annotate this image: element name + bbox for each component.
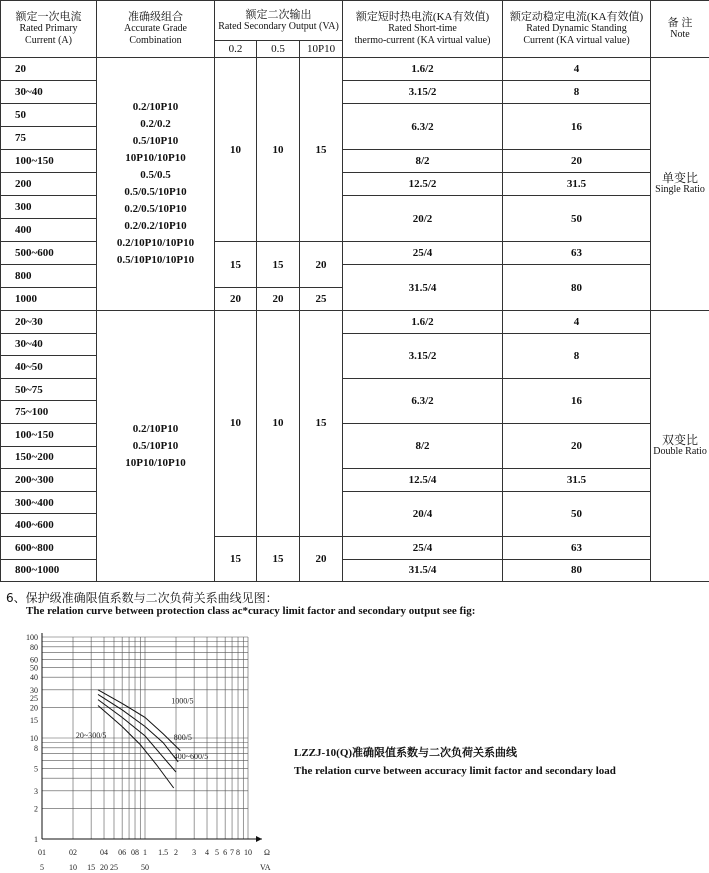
series-label: 20~300/5	[75, 731, 107, 740]
dynamic-cell: 4	[503, 58, 651, 81]
output-cell: 10	[257, 311, 300, 537]
primary-current-cell: 1000	[1, 288, 97, 311]
output-cell: 15	[215, 536, 257, 581]
x-tick-label-ohm: 1.5	[158, 848, 169, 857]
thermal-cell: 20/2	[343, 196, 503, 242]
x-tick-label-ohm: 08	[131, 848, 140, 857]
y-tick-label: 1	[34, 835, 38, 844]
y-tick-label: 100	[26, 633, 38, 642]
output-cell: 20	[300, 242, 343, 288]
x-tick-label-ohm: 2	[174, 848, 179, 857]
dynamic-cell: 50	[503, 196, 651, 242]
primary-current-cell: 200~300	[1, 469, 97, 492]
x-axis-arrow	[256, 836, 262, 842]
grade-combo: 10P10/10P10	[125, 456, 186, 469]
x-tick-label-ohm: 4	[205, 848, 210, 857]
output-cell: 20	[257, 288, 300, 311]
primary-current-cell: 50~75	[1, 378, 97, 401]
x-tick-label-ohm: 6	[223, 848, 228, 857]
output-cell: 20	[215, 288, 257, 311]
dynamic-cell: 16	[503, 104, 651, 150]
grade-combo: 0.2/0.5/10P10	[124, 203, 187, 215]
chart-caption-en: The relation curve between accuracy limit factor and secondary load	[294, 765, 616, 777]
thermal-cell: 31.5/4	[343, 265, 503, 311]
x-tick-label-va: 10	[69, 863, 78, 872]
primary-current-cell: 50	[1, 104, 97, 127]
output-cell: 15	[257, 242, 300, 288]
dynamic-cell: 80	[503, 265, 651, 311]
dynamic-cell: 31.5	[503, 173, 651, 196]
header-note: 备 注 Note	[651, 1, 709, 58]
accuracy-limit-chart	[0, 625, 290, 873]
x-tick-label-ohm: 04	[100, 848, 109, 857]
primary-current-cell: 30~40	[1, 81, 97, 104]
x-unit-ohm: Ω	[264, 848, 270, 857]
x-tick-label-va: 5	[40, 863, 44, 872]
thermal-cell: 25/4	[343, 242, 503, 265]
x-unit-va: VA	[260, 863, 271, 872]
grade-combinations-double	[97, 311, 215, 582]
primary-current-cell: 500~600	[1, 242, 97, 265]
output-cell: 15	[300, 58, 343, 242]
dynamic-cell: 8	[503, 81, 651, 104]
thermal-cell: 12.5/2	[343, 173, 503, 196]
header-primary-current: 额定一次电流 Rated Primary Current (A)	[1, 1, 97, 58]
header-output: 额定二次输出 Rated Secondary Output (VA)	[215, 1, 343, 41]
note-double: 双变比 Double Ratio	[651, 311, 709, 582]
series-curve	[98, 690, 180, 751]
header-thermal: 额定短时热电流(KA有效值) Rated Short-time thermo-current (KA virtual value)	[343, 1, 503, 58]
thermal-cell: 20/4	[343, 491, 503, 536]
header-dynamic: 额定动稳定电流(KA有效值) Rated Dynamic Standing Current (KA virtual value)	[503, 1, 651, 58]
primary-current-cell: 20~30	[1, 311, 97, 334]
thermal-cell: 3.15/2	[343, 81, 503, 104]
primary-current-cell: 300~400	[1, 491, 97, 514]
header-output-sub: 10P10	[300, 41, 343, 58]
grade-combo: 0.2/10P10	[132, 422, 179, 435]
x-tick-label-va: 15	[87, 863, 96, 872]
y-tick-label: 50	[30, 663, 38, 673]
grade-combo: 0.2/10P10/10P10	[116, 237, 195, 249]
thermal-cell: 1.6/2	[343, 58, 503, 81]
x-tick-label-ohm: 8	[236, 848, 241, 857]
grade-combo: 0.5/10P10	[132, 439, 179, 452]
primary-current-cell: 300	[1, 196, 97, 219]
x-tick-label-ohm: 02	[69, 848, 78, 857]
output-cell: 20	[300, 536, 343, 581]
dynamic-cell: 50	[503, 491, 651, 536]
y-tick-label: 10	[30, 734, 38, 743]
grade-combo: 10P10/10P10	[125, 152, 186, 164]
thermal-cell: 6.3/2	[343, 104, 503, 150]
thermal-cell: 8/2	[343, 423, 503, 468]
thermal-cell: 6.3/2	[343, 378, 503, 423]
output-cell: 10	[215, 58, 257, 242]
dynamic-cell: 20	[503, 150, 651, 173]
primary-current-cell: 200	[1, 173, 97, 196]
grade-combo: 0.5/10P10/10P10	[116, 254, 195, 266]
y-tick-label: 15	[30, 716, 38, 726]
y-tick-label: 2	[34, 804, 38, 814]
series-label: 1000/5	[171, 696, 194, 706]
x-tick-label-va: 20	[100, 863, 109, 872]
y-tick-label: 80	[30, 642, 38, 652]
series-curve	[98, 700, 176, 773]
grade-combo: 0.5/0.5/10P10	[124, 186, 187, 198]
dynamic-cell: 20	[503, 423, 651, 468]
x-tick-label-ohm: 7	[230, 848, 235, 857]
thermal-cell: 12.5/4	[343, 469, 503, 492]
note-single: 单变比 Single Ratio	[651, 58, 709, 311]
primary-current-cell: 20	[1, 58, 97, 81]
primary-current-cell: 40~50	[1, 356, 97, 379]
primary-current-cell: 800~1000	[1, 559, 97, 582]
primary-current-cell: 400	[1, 219, 97, 242]
dynamic-cell: 4	[503, 311, 651, 334]
primary-current-cell: 800	[1, 265, 97, 288]
grade-combinations-single	[97, 58, 215, 311]
x-tick-label-ohm: 10	[244, 848, 252, 857]
dynamic-cell: 31.5	[503, 469, 651, 492]
y-tick-label: 40	[30, 673, 38, 683]
x-tick-label-ohm: 1	[143, 848, 147, 857]
output-cell: 15	[300, 311, 343, 537]
y-tick-label: 8	[34, 743, 38, 753]
dynamic-cell: 80	[503, 559, 651, 582]
output-cell: 15	[215, 242, 257, 288]
section-title: 6、保护级准确限值系数与二次负荷关系曲线见图：	[6, 591, 278, 605]
grade-combo: 0.5/0.5	[140, 169, 171, 181]
x-tick-label-ohm: 01	[38, 848, 46, 857]
series-label: 400~600/5	[173, 751, 209, 761]
y-tick-label: 3	[34, 786, 38, 796]
y-tick-label: 60	[30, 655, 38, 665]
grade-combo: 0.2/0.2	[140, 118, 171, 130]
primary-current-cell: 75~100	[1, 401, 97, 424]
y-tick-label: 25	[30, 693, 38, 703]
thermal-cell: 3.15/2	[343, 333, 503, 378]
x-tick-label-ohm: 06	[118, 848, 127, 857]
series-curve	[98, 694, 178, 762]
grade-combo: 0.2/10P10	[132, 101, 179, 113]
thermal-cell: 1.6/2	[343, 311, 503, 334]
primary-current-cell: 100~150	[1, 150, 97, 173]
chart-caption-zh: LZZJ-10(Q)准确限值系数与二次负荷关系曲线	[294, 747, 518, 759]
thermal-cell: 8/2	[343, 150, 503, 173]
output-cell: 10	[215, 311, 257, 537]
x-tick-label-va: 50	[141, 863, 149, 872]
primary-current-cell: 75	[1, 127, 97, 150]
x-tick-label-ohm: 5	[214, 848, 219, 857]
primary-current-cell: 400~600	[1, 514, 97, 537]
primary-current-cell: 150~200	[1, 446, 97, 469]
header-grade: 准确级组合 Accurate Grade Combination	[97, 1, 215, 58]
section-subtitle: The relation curve between protection class ac*curacy limit factor and secondary output see fig:	[26, 605, 476, 617]
x-tick-label-ohm: 3	[192, 848, 197, 857]
thermal-cell: 31.5/4	[343, 559, 503, 582]
dynamic-cell: 63	[503, 536, 651, 559]
primary-current-cell: 100~150	[1, 423, 97, 446]
header-output-sub: 0.2	[215, 41, 257, 58]
series-label: 800/5	[173, 733, 192, 743]
y-tick-label: 30	[30, 685, 38, 695]
primary-current-cell: 600~800	[1, 536, 97, 559]
thermal-cell: 25/4	[343, 536, 503, 559]
dynamic-cell: 16	[503, 378, 651, 423]
grade-combo: 0.2/0.2/10P10	[124, 220, 187, 232]
dynamic-cell: 63	[503, 242, 651, 265]
output-cell: 25	[300, 288, 343, 311]
y-tick-label: 20	[30, 703, 38, 713]
header-output-sub: 0.5	[257, 41, 300, 58]
output-cell: 15	[257, 536, 300, 581]
primary-current-cell: 30~40	[1, 333, 97, 356]
dynamic-cell: 8	[503, 333, 651, 378]
output-cell: 10	[257, 58, 300, 242]
series-curve	[98, 706, 174, 789]
grade-combo: 0.5/10P10	[132, 135, 179, 147]
x-tick-label-va: 25	[109, 863, 118, 872]
y-tick-label: 5	[34, 764, 38, 774]
